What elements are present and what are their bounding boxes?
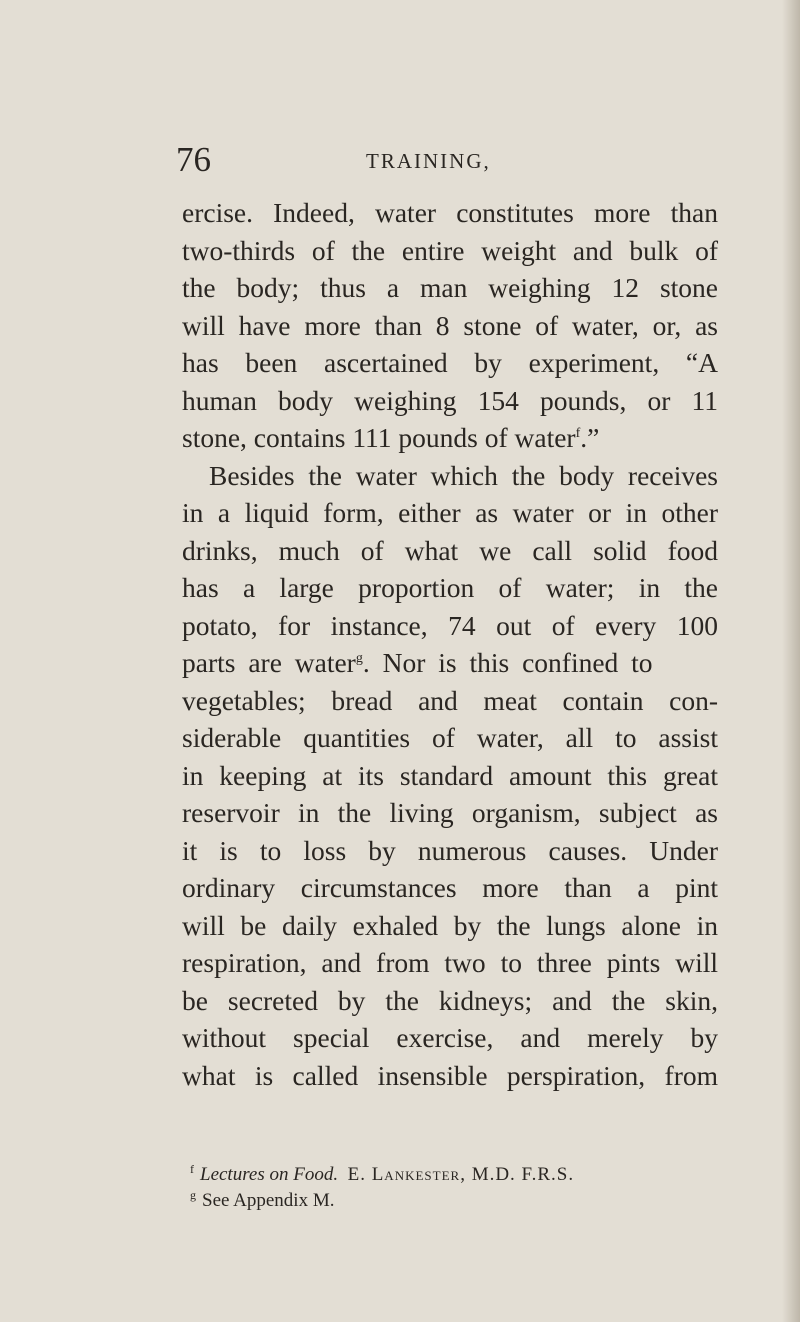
closing-quote: .” (580, 422, 600, 453)
text-line: the body; thus a man weighing 12 stone (182, 272, 718, 303)
text-line: respiration, and from two to three pints will (182, 947, 718, 978)
text-line: Besides the water which the body receives (209, 459, 718, 491)
text-line: siderable quantities of water, all to assist (182, 722, 718, 753)
text-line: ercise. Indeed, water constitutes more than (182, 197, 718, 228)
text-line: reservoir in the living organism, subject as (182, 797, 718, 828)
text-line (182, 419, 718, 457)
footnotes (190, 1162, 710, 1214)
body-text (182, 194, 718, 1094)
text-line: will be daily exhaled by the lungs alone in (182, 909, 718, 941)
running-head: TRAINING, (366, 149, 491, 173)
text-line-content: stone, contains 111 pounds of water (182, 422, 576, 453)
footnote-author: E. Lankester, M.D. F.R.S. (347, 1164, 575, 1185)
text-line: has a large proportion of water; in the (182, 572, 718, 603)
text-line: drinks, much of what we call solid food (182, 534, 718, 566)
text-line-content: . Nor is this confined to (362, 647, 653, 678)
footnote-mark: f (190, 1161, 194, 1176)
text-line: ordinary circumstances more than a pint (182, 872, 718, 903)
page-number: 76 (176, 140, 211, 179)
text-line: without special exercise, and merely by (182, 1022, 718, 1053)
footnote-ref-g: g (355, 650, 363, 666)
text-line: has been ascertained by experiment, “A (182, 347, 718, 378)
footnote-text: See Appendix M. (202, 1190, 335, 1211)
text-line: what is called insensible perspiration, from (182, 1059, 718, 1091)
text-line: it is to loss by numerous causes. Under (182, 834, 718, 866)
page-header (176, 140, 696, 184)
text-line-content: parts are water (182, 647, 356, 678)
text-line (182, 644, 718, 682)
text-line: will have more than 8 stone of water, or, as (182, 309, 718, 341)
text-line: potato, for instance, 74 out of every 100 (182, 609, 718, 641)
text-line: human body weighing 154 pounds, or 11 (182, 384, 718, 416)
footnote-f (190, 1162, 710, 1188)
text-line: two-thirds of the entire weight and bulk of (182, 234, 718, 266)
text-line: in keeping at its standard amount this great (182, 759, 718, 791)
text-line: in a liquid form, either as water or in other (182, 497, 718, 528)
text-line: vegetables; bread and meat contain con- (182, 684, 718, 716)
footnote-g (190, 1188, 710, 1214)
page-edge-shadow (782, 0, 800, 1322)
footnote-ref-f: f (575, 425, 581, 441)
footnote-mark: g (190, 1187, 196, 1202)
text-line: be secreted by the kidneys; and the skin, (182, 984, 718, 1016)
footnote-title: Lectures on Food. (200, 1164, 339, 1185)
